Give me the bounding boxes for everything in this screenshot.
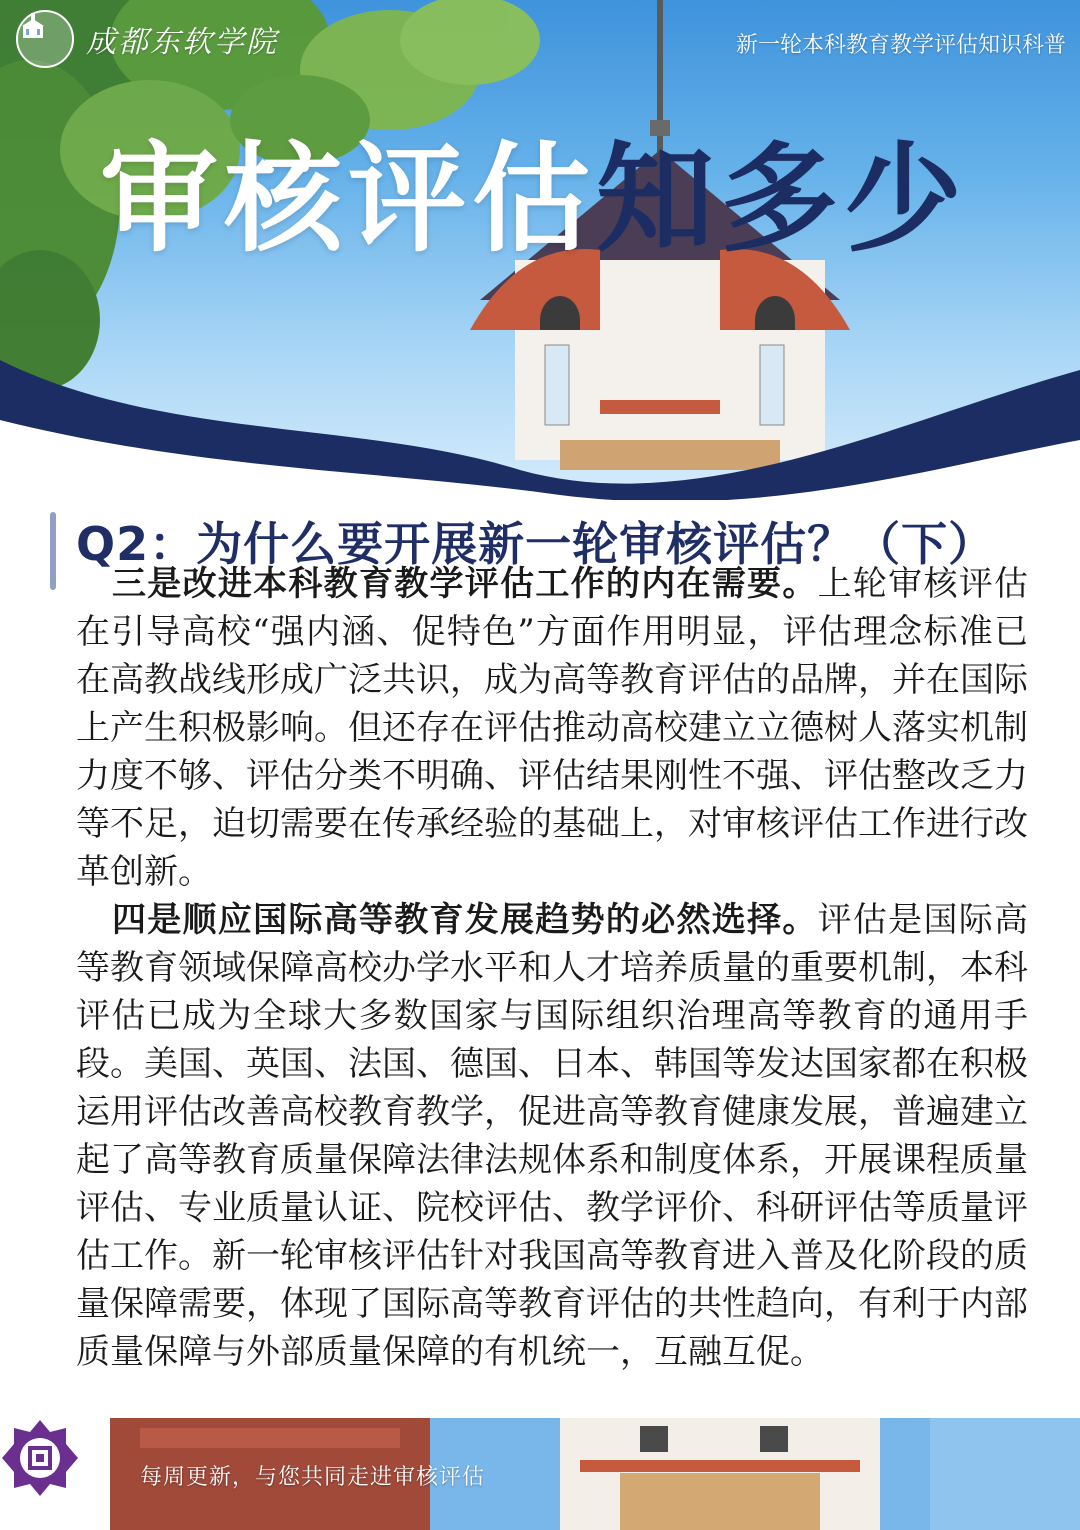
article-body [76, 560, 1028, 1376]
paragraph-1 [76, 560, 1028, 896]
school-name: 成都东软学院 [86, 25, 278, 60]
header-tagline: 新一轮本科教育教学评估知识科普 [735, 33, 1066, 58]
paragraph-2-text: 评估是国际高等教育领域保障高校办学水平和人才培养质量的重要机制，本科评估已成为全球大多数国家与国际组织治理高等教育的通用手段。美国、英国、法国、德国、日本、韩国等发达国家都在积极运用评估改善高校教育教学，促进高等教育健康发展，普遍建立起了高等教育质量保障法律法规体系和制度体系，开展课程质量评估、专业质量认证、院校评估、教学评价、科研评估等质量评估工作。新一轮审核评估针对我国高等教育进入普及化阶段的质量保障需要，体现了国际高等教育评估的共性趋向，有利于内部质量保障与外部质量保障的有机统一，互融互促。 [76, 900, 1029, 1372]
paragraph-1-text: 上轮审核评估在引导高校“强内涵、促特色”方面作用明显，评估理念标准已在高教战线形成广泛共识，成为高等教育评估的品牌，并在国际上产生积极影响。但还存在评估推动高校建立立德树人落实机制力度不够、评估分类不明确、评估结果刚性不强、评估整改乏力等不足，迫切需要在传承经验的基础上，对审核评估工作进行改革创新。 [76, 564, 1029, 892]
question-accent-bar [50, 512, 56, 590]
question-title: Q2：为什么要开展新一轮审核评估？（下） [76, 517, 996, 571]
footer-slogan: 每周更新，与您共同走进审核评估 [140, 1465, 486, 1490]
paragraph-2-lead: 四是顺应国际高等教育发展趋势的必然选择。 [112, 900, 818, 940]
page-title [100, 130, 969, 268]
paragraph-1-lead: 三是改进本科教育教学评估工作的内在需要。 [112, 564, 818, 604]
footer-banner [0, 1418, 1080, 1530]
association-badge-icon [0, 1418, 80, 1498]
hero-banner [0, 0, 1080, 500]
page-title-dark: 知多少 [596, 130, 969, 268]
paragraph-2 [76, 896, 1028, 1376]
school-emblem-icon [16, 10, 74, 68]
school-logo [16, 10, 278, 68]
page-title-white: 审核评估 [100, 130, 597, 268]
